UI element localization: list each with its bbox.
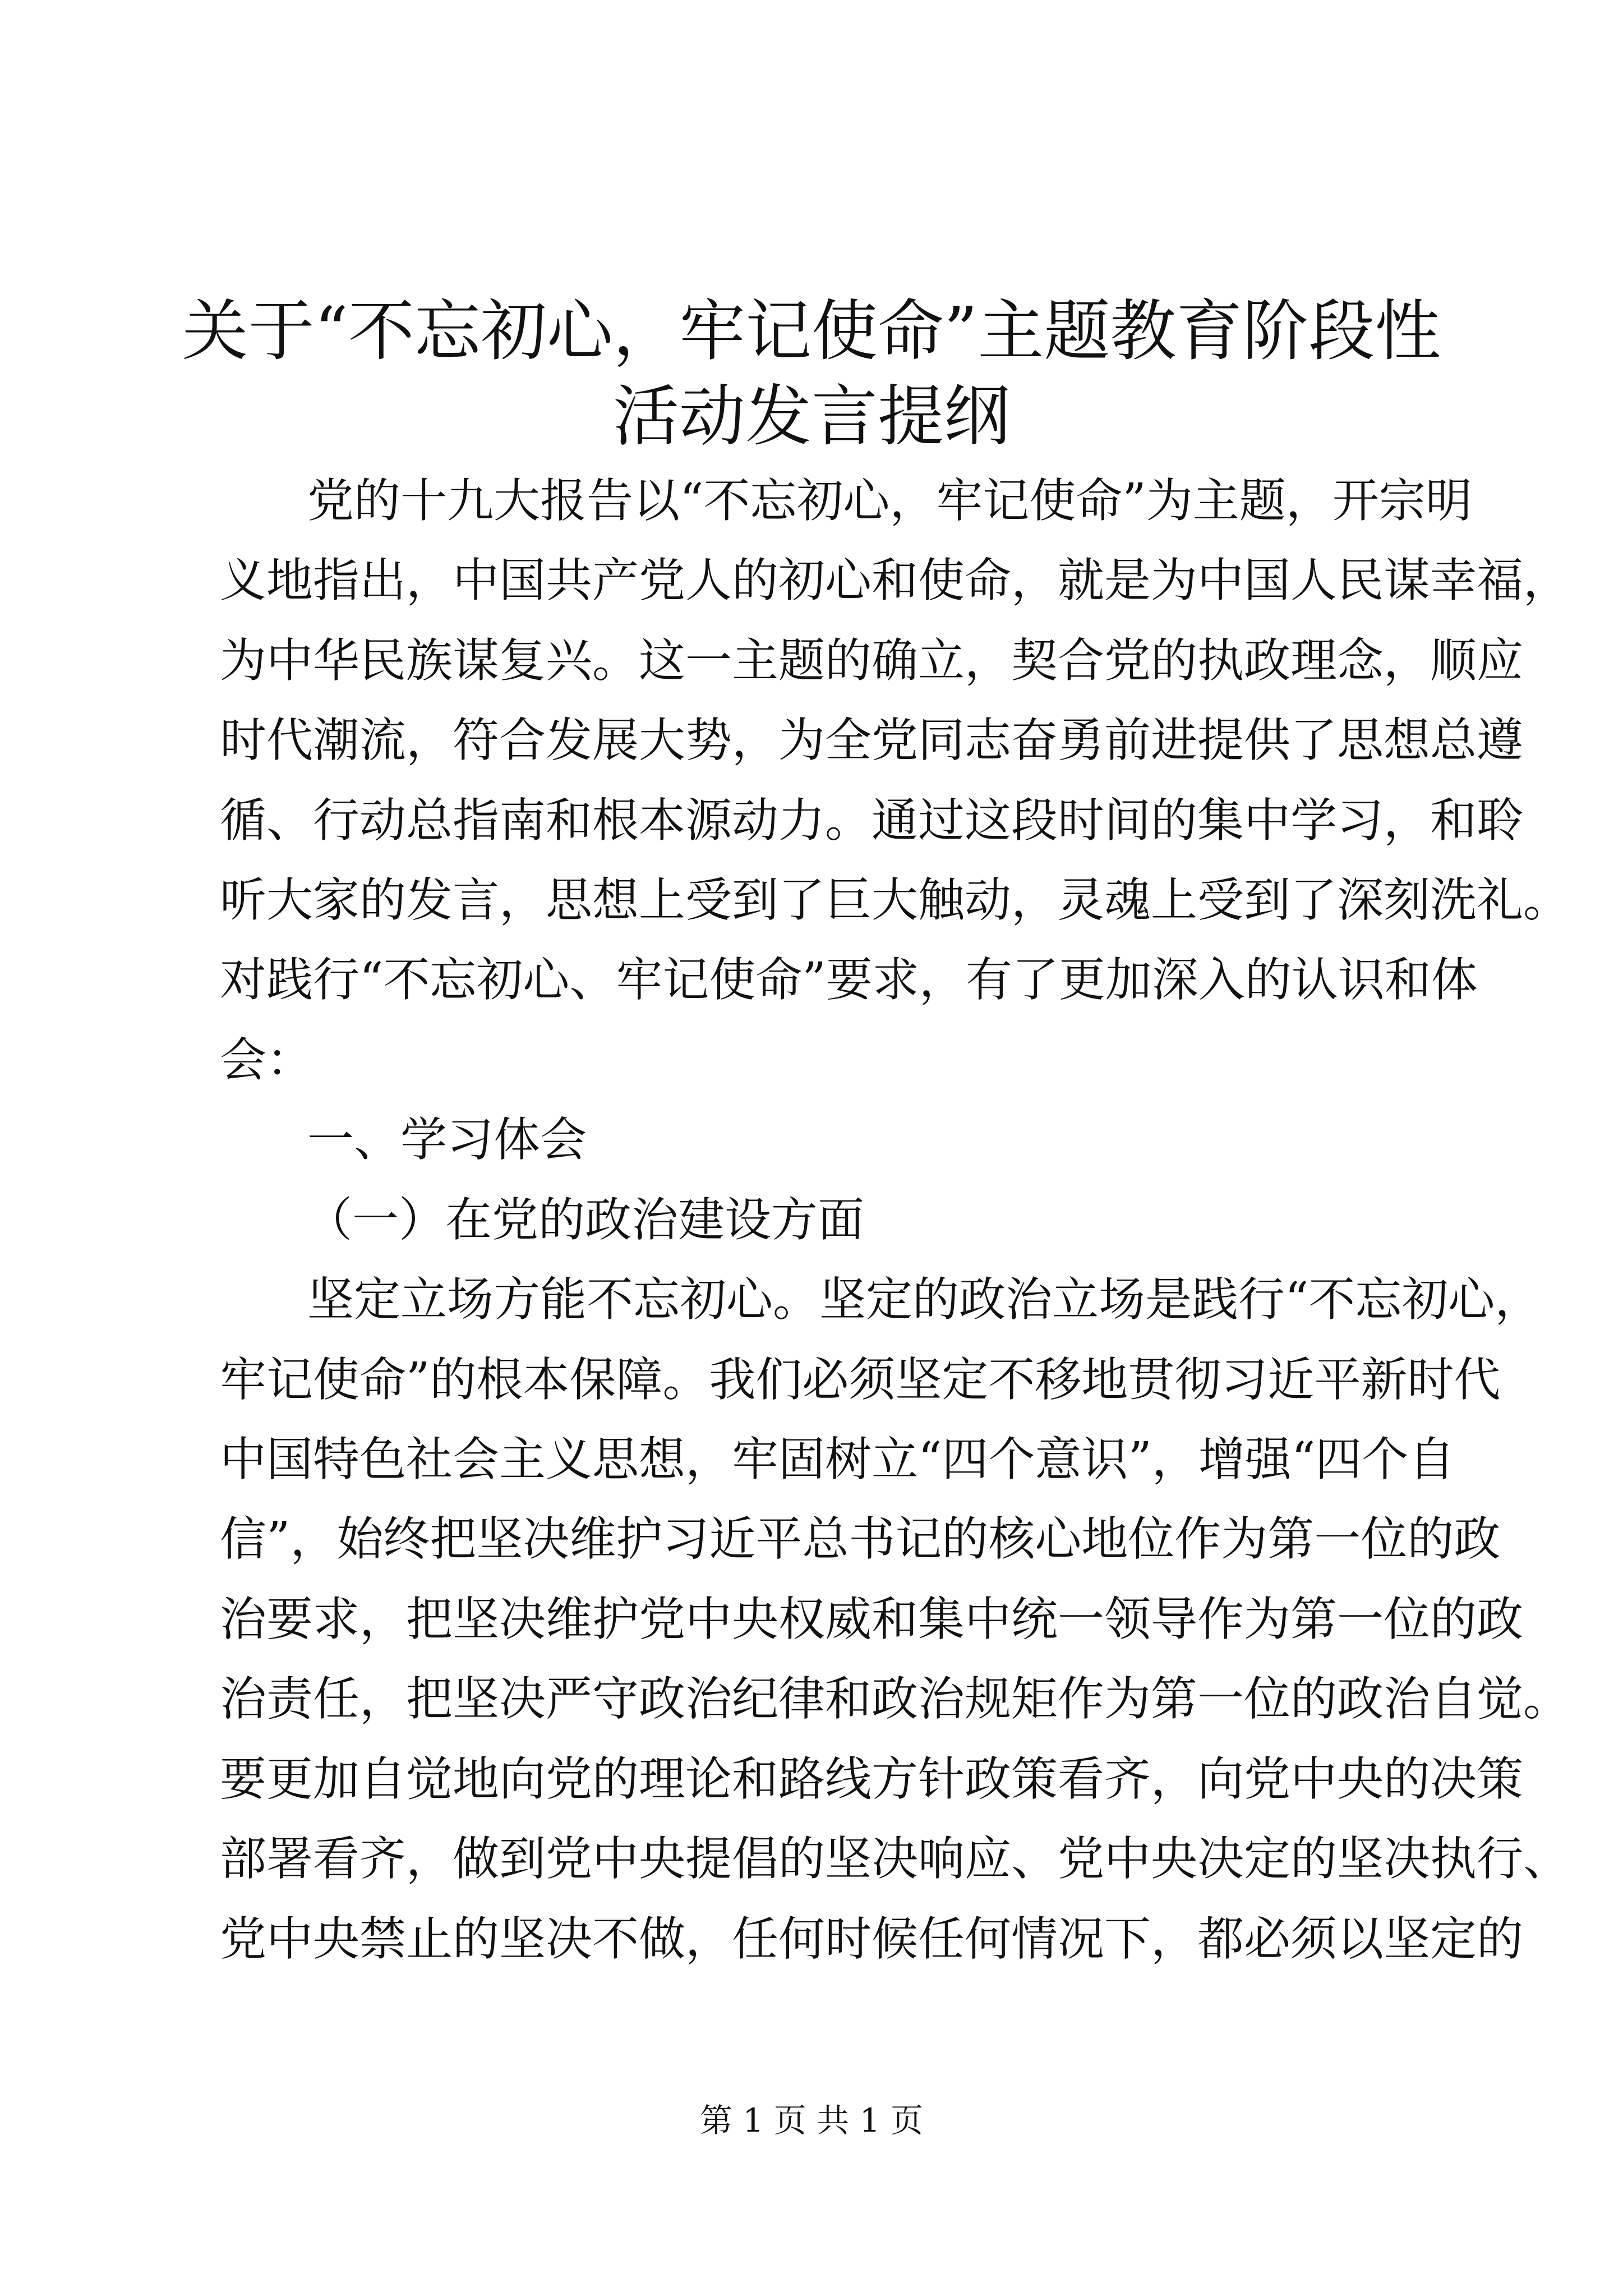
paragraph-line: 要更加自觉地向党的理论和路线方针政策看齐，向党中央的决策 <box>220 1752 1523 1806</box>
paragraph-line: 治责任，把坚决严守政治纪律和政治规矩作为第一位的政治自觉。 <box>220 1672 1570 1726</box>
paragraph-line: 中国特色社会主义思想，牢固树立“四个意识”，增强“四个自 <box>220 1432 1455 1487</box>
paragraph-line: 听大家的发言，思想上受到了巨大触动，灵魂上受到了深刻洗礼。 <box>220 873 1570 927</box>
paragraph-line: 党的十九大报告以“不忘初心，牢记使命”为主题，开宗明 <box>307 473 1472 528</box>
paragraph-line: 为中华民族谋复兴。这一主题的确立，契合党的执政理念，顺应 <box>220 633 1523 688</box>
paragraph-line: 信”，始终把坚决维护习近平总书记的核心地位作为第一位的政 <box>220 1512 1501 1566</box>
paragraph-line: 义地指出，中国共产党人的初心和使命，就是为中国人民谋幸福， <box>220 553 1570 608</box>
section-heading: 一、学习体会 <box>307 1112 587 1167</box>
page-footer: 第 1 页 共 1 页 <box>700 2101 923 2139</box>
paragraph-line: 时代潮流，符合发展大势，为全党同志奋勇前进提供了思想总遵 <box>220 713 1523 767</box>
document-title-line-2: 活动发言提纲 <box>612 378 1010 455</box>
paragraph-line: 治要求，把坚决维护党中央权威和集中统一领导作为第一位的政 <box>220 1592 1523 1646</box>
paragraph-line: 对践行“不忘初心、牢记使命”要求，有了更加深入的认识和体 <box>220 953 1478 1007</box>
document-title-line-1: 关于“不忘初心，牢记使命”主题教育阶段性 <box>182 292 1441 370</box>
paragraph-line: 部署看齐，做到党中央提倡的坚决响应、党中央决定的坚决执行、 <box>220 1832 1570 1886</box>
paragraph-line: 坚定立场方能不忘初心。坚定的政治立场是践行“不忘初心， <box>307 1272 1542 1327</box>
paragraph-line: 循、行动总指南和根本源动力。通过这段时间的集中学习，和聆 <box>220 793 1523 848</box>
paragraph-line: 党中央禁止的坚决不做，任何时候任何情况下，都必须以坚定的 <box>220 1912 1523 1966</box>
subsection-heading: （一）在党的政治建设方面 <box>306 1193 864 1247</box>
paragraph-line: 会： <box>220 1033 313 1087</box>
paragraph-line: 牢记使命”的根本保障。我们必须坚定不移地贯彻习近平新时代 <box>220 1352 1501 1407</box>
